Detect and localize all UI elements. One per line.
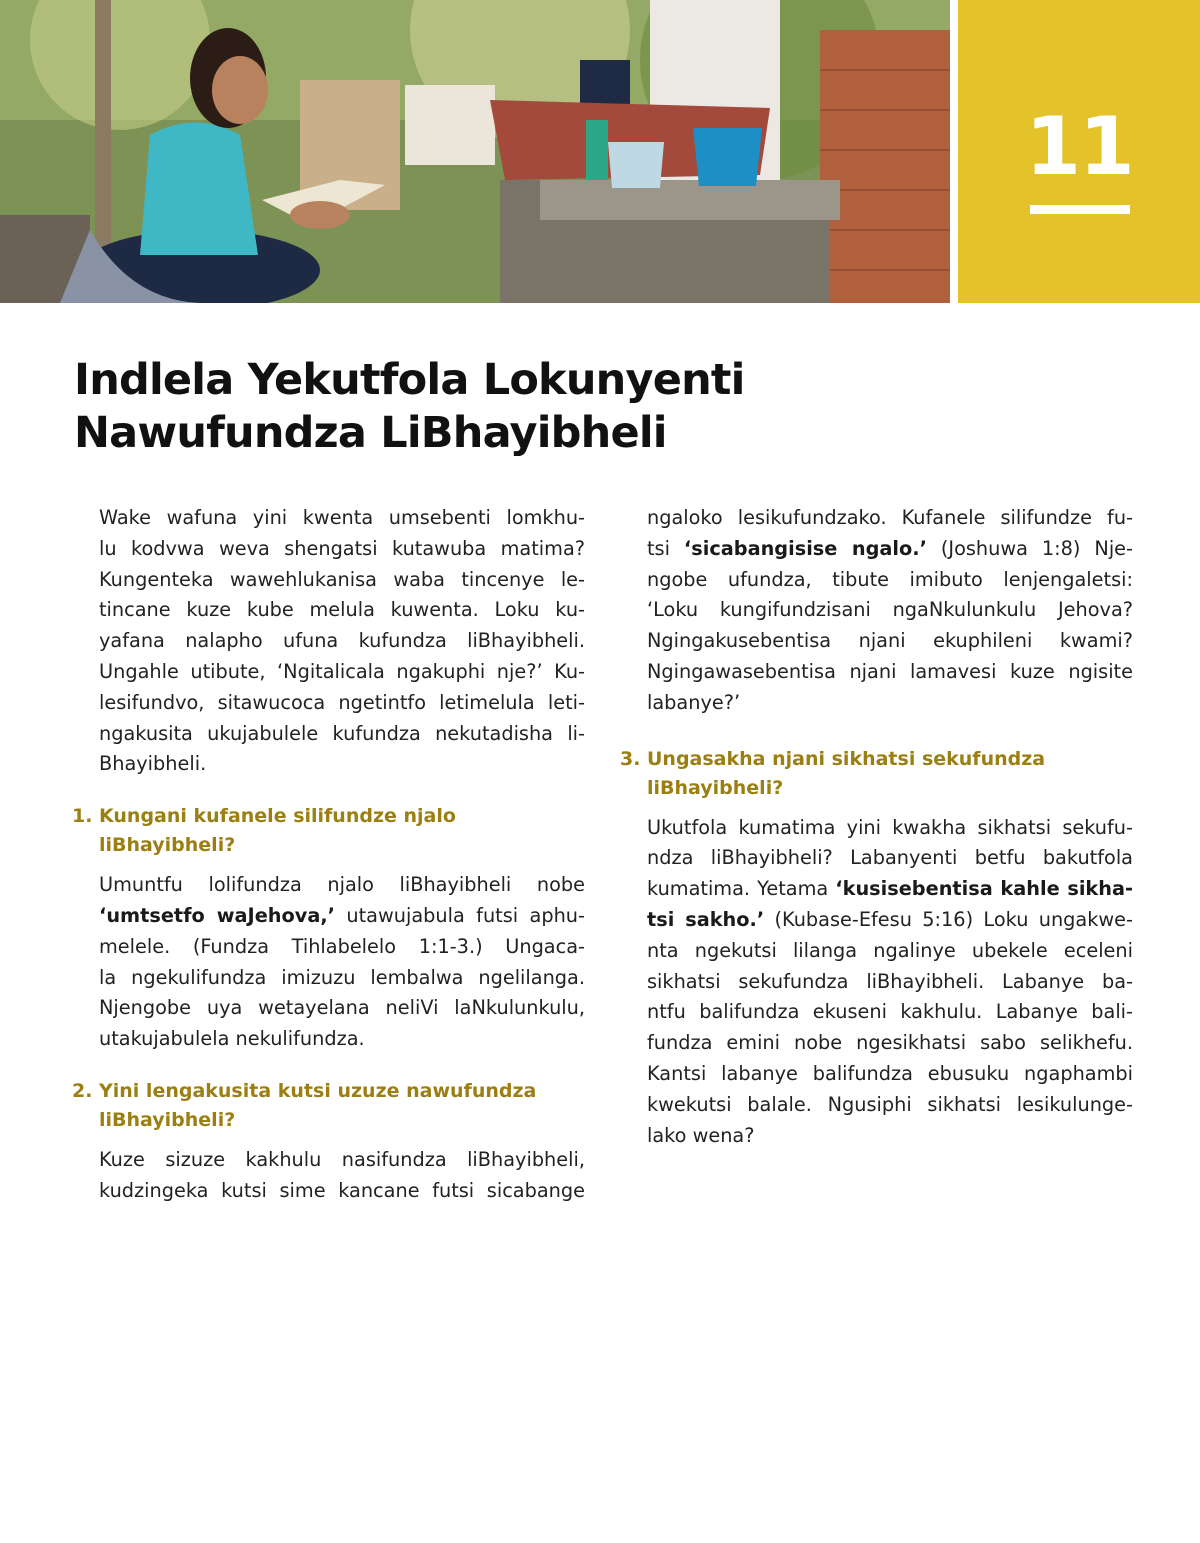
body-line: labanye?’: [647, 690, 741, 714]
intro-line: ngakusita ukujabulele kufundza nekutadisha li-: [99, 721, 585, 745]
body-line: ngobe ufundza, tibute imibuto lenjengaletsi:: [647, 567, 1133, 591]
question-number: 2.: [72, 1079, 93, 1102]
body-line: ndza liBhayibheli? Labanyenti betfu bakutfola: [647, 846, 1133, 870]
body-line: utakujabulela nekulifundza.: [99, 1027, 365, 1051]
body-line: [647, 874, 1133, 905]
question-text: liBhayibheli?: [647, 776, 784, 799]
body-line: melele. (Fundza Tihlabelelo 1:1-3.) Ungaca-: [99, 934, 585, 958]
body-line: sikhatsi sekufundza liBhayibheli. Labanye ba-: [647, 969, 1133, 993]
body-line: nta ngekutsi lilanga ngalinye ubekele eceleni: [647, 938, 1133, 962]
question-text: liBhayibheli?: [99, 1108, 236, 1131]
intro-line: tincane kuze kube melula kuwenta. Loku ku-: [99, 598, 585, 622]
question-1-heading: [72, 802, 585, 860]
left-column: [72, 503, 585, 1207]
section-2-paragraph: [99, 1145, 585, 1207]
body-line: Njengobe uya wetayelana neliVi laNkulunkulu,: [99, 996, 585, 1020]
bold-phrase: ‘umtsetfo waJehova,’: [99, 903, 336, 927]
body-line: lako wena?: [647, 1123, 755, 1147]
question-3-heading: [620, 745, 1133, 803]
bold-phrase: ‘sicabangisise ngalo.’: [683, 536, 927, 560]
question-number: 1.: [72, 805, 93, 828]
body-line: Umuntfu lolifundza njalo liBhayibheli nobe: [99, 873, 585, 897]
body-line: ntfu balifundza ekuseni kakhulu. Labanye bali-: [647, 1000, 1133, 1024]
body-line: [647, 905, 1133, 936]
intro-line: Kungenteka wawehlukanisa waba tincenye le-: [99, 567, 585, 591]
bold-phrase: ‘kusisebentisa kahle sikha-: [835, 877, 1133, 901]
body-line: [99, 901, 585, 932]
lesson-number-box: [958, 0, 1200, 303]
body-text: (Joshuwa 1:8) Nje-: [926, 536, 1134, 560]
lesson-number: 11: [1025, 100, 1133, 193]
title-line-1: Indlela Yekutfola Lokunyenti: [74, 355, 745, 405]
intro-line: lesifundvo, sitawucoca ngetintfo letimelula leti-: [99, 690, 585, 714]
body-line: Kantsi labanye balifundza ebusuku ngaphambi: [647, 1061, 1133, 1085]
page-title: [74, 354, 954, 460]
intro-line: Ungahle utibute, ‘Ngitalicala ngakuphi nje?’ Ku-: [99, 659, 585, 683]
body-line: fundza emini nobe ngesikhatsi sabo selikhefu.: [647, 1031, 1133, 1055]
body-line: Ngingakusebentisa njani ekuphileni kwami?: [647, 629, 1133, 653]
body-line: la ngekulifundza imizuzu lembalwa ngelilanga.: [99, 965, 585, 989]
intro-line: lu kodvwa weva shengatsi kutawuba matima?: [99, 536, 585, 560]
body-text: tsi: [647, 536, 684, 560]
question-text: Yini lengakusita kutsi uzuze nawufundza: [99, 1079, 537, 1102]
body-text: (Kubase-Efesu 5:16) Loku ungakwe-: [764, 907, 1133, 931]
body-text: kumatima. Yetama: [647, 877, 836, 901]
body-line: [647, 534, 1133, 565]
body-line: Kuze sizuze kakhulu nasifundza liBhayibheli,: [99, 1147, 585, 1171]
section-3-paragraph: [647, 813, 1133, 1152]
question-number: 3.: [620, 747, 641, 770]
title-line-2: Nawufundza LiBhayibheli: [74, 408, 667, 458]
question-text: liBhayibheli?: [99, 834, 236, 857]
question-2-heading: [72, 1077, 585, 1135]
body-line: ngaloko lesikufundzako. Kufanele silifundze fu-: [647, 506, 1133, 529]
intro-paragraph: [99, 503, 585, 780]
right-column: [620, 503, 1134, 1151]
body-line: Ukutfola kumatima yini kwakha sikhatsi sekufu-: [647, 815, 1133, 839]
body-line: Ngingawasebentisa njani lamavesi kuze ngisite: [647, 659, 1133, 683]
lesson-underline: [1030, 205, 1130, 214]
body-line: ‘Loku kungifundzisani ngaNkulunkulu Jehova?: [647, 598, 1133, 622]
body-line: kwekutsi balale. Ngusiphi sikhatsi lesikulunge-: [647, 1092, 1133, 1116]
intro-line: Bhayibheli.: [99, 752, 207, 776]
intro-line: Wake wafuna yini kwenta umsebenti lomkhu-: [99, 506, 585, 529]
question-text: Kungani kufanele silifundze njalo: [99, 805, 456, 828]
section-1-paragraph: [99, 870, 585, 1055]
bold-phrase: tsi sakho.’: [647, 907, 765, 931]
section-2-paragraph-continued: [647, 503, 1133, 719]
header-photo: [0, 0, 950, 303]
body-line: kudzingeka kutsi sime kancane futsi sicabange: [99, 1178, 585, 1202]
intro-line: yafana nalapho ufuna kufundza liBhayibheli.: [99, 629, 585, 653]
question-text: Ungasakha njani sikhatsi sekufundza: [647, 747, 1046, 770]
body-text: utawujabula futsi aphu-: [335, 903, 585, 927]
